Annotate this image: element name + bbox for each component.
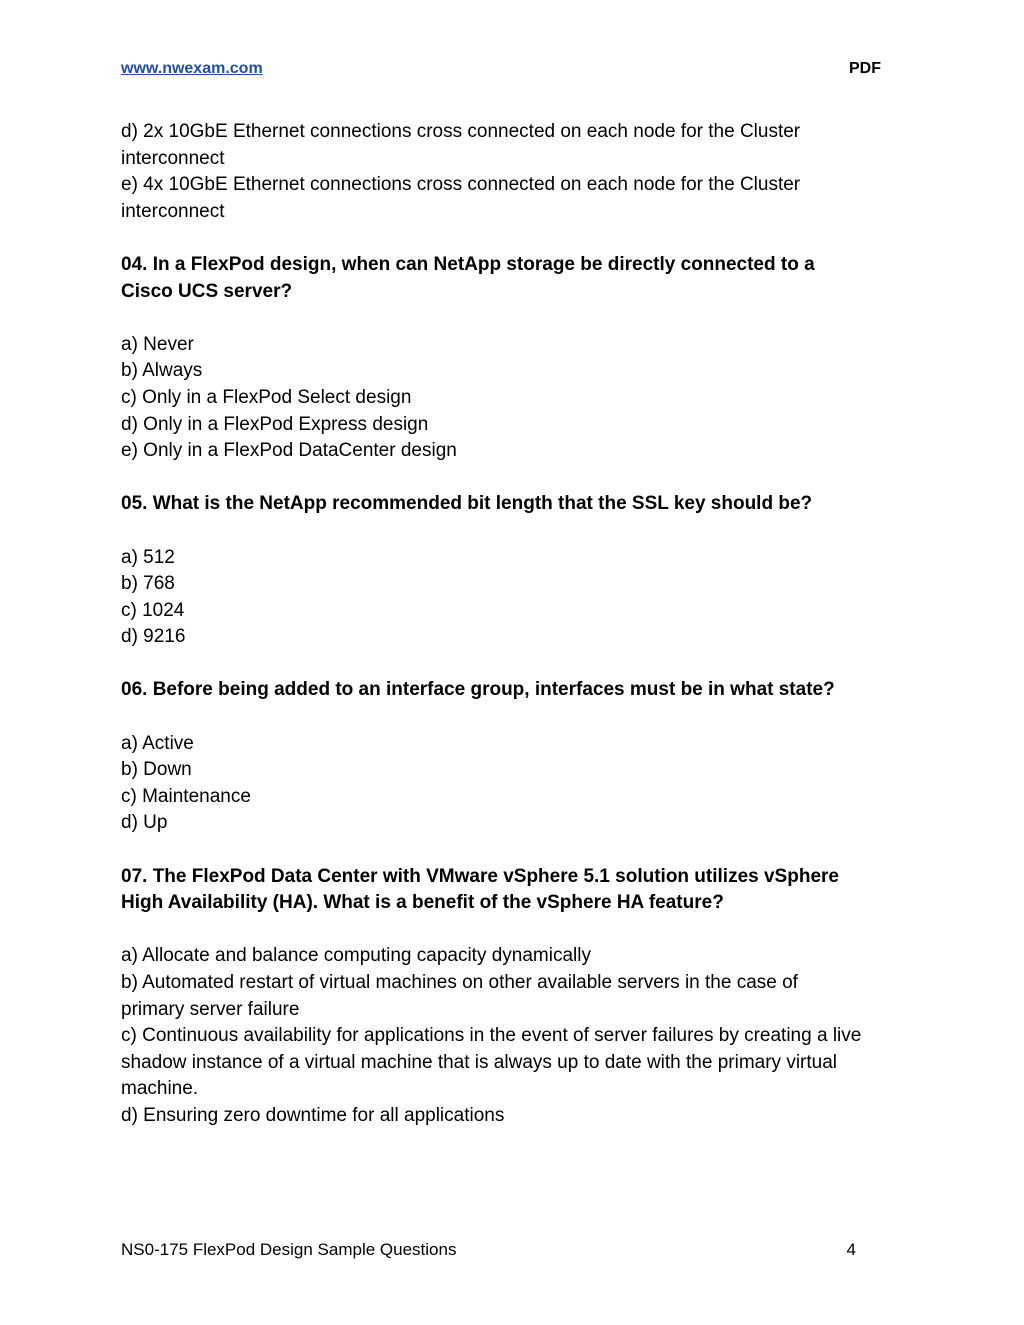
answer-option: c) Only in a FlexPod Select design — [121, 386, 412, 408]
question-block — [121, 864, 911, 1130]
answer-option: d) Ensuring zero downtime for all applications — [121, 1104, 505, 1126]
continued-options — [121, 119, 911, 225]
question-text: 05. What is the NetApp recommended bit length that the SSL key should be? — [121, 493, 813, 515]
answer-option: machine. — [121, 1078, 199, 1100]
answer-option: shadow instance of a virtual machine that is always up to date with the primary virtual — [121, 1051, 838, 1073]
answer-option: b) Automated restart of virtual machines on other available servers in the case of — [121, 972, 798, 993]
answer-option: primary server failure — [121, 998, 300, 1020]
answer-option: c) Maintenance — [121, 785, 251, 807]
answer-option: b) Down — [121, 759, 192, 781]
document-title: NS0-175 FlexPod Design Sample Questions — [121, 1240, 457, 1259]
option-line: d) 2x 10GbE Ethernet connections cross connected on each node for the Cluster — [121, 121, 801, 142]
answer-option: b) Always — [121, 360, 203, 382]
answer-option: c) Continuous availability for applications in the event of server failures by creating a live — [121, 1025, 862, 1047]
question-block — [121, 491, 911, 651]
answer-option: b) 768 — [121, 573, 175, 595]
question-text: 06. Before being added to an interface group, interfaces must be in what state? — [121, 679, 835, 701]
page-number: 4 — [846, 1240, 856, 1259]
question-block — [121, 677, 911, 837]
answer-option: e) Only in a FlexPod DataCenter design — [121, 440, 457, 462]
document-body — [121, 119, 911, 1130]
answer-option: c) 1024 — [121, 599, 185, 621]
option-line: e) 4x 10GbE Ethernet connections cross connected on each node for the Cluster — [121, 174, 801, 196]
option-line: interconnect — [121, 147, 225, 169]
question-text: High Availability (HA). What is a benefit of the vSphere HA feature? — [121, 892, 724, 914]
question-text: Cisco UCS server? — [121, 280, 293, 302]
question-text: 04. In a FlexPod design, when can NetApp storage be directly connected to a — [121, 253, 815, 275]
option-line: interconnect — [121, 200, 225, 222]
answer-option: a) Active — [121, 732, 194, 754]
answer-option: d) 9216 — [121, 626, 186, 648]
answer-option: d) Only in a FlexPod Express design — [121, 413, 429, 435]
format-label: PDF — [849, 60, 881, 77]
answer-option: a) Never — [121, 333, 194, 355]
question-text: 07. The FlexPod Data Center with VMware vSphere 5.1 solution utilizes vSphere — [121, 865, 839, 887]
answer-option: a) Allocate and balance computing capacity dynamically — [121, 945, 591, 967]
answer-option: d) Up — [121, 812, 168, 834]
page-header — [121, 60, 881, 84]
question-block — [121, 252, 911, 465]
page-footer — [121, 1240, 856, 1264]
answer-option: a) 512 — [121, 546, 175, 568]
site-link[interactable]: www.nwexam.com — [121, 60, 263, 77]
